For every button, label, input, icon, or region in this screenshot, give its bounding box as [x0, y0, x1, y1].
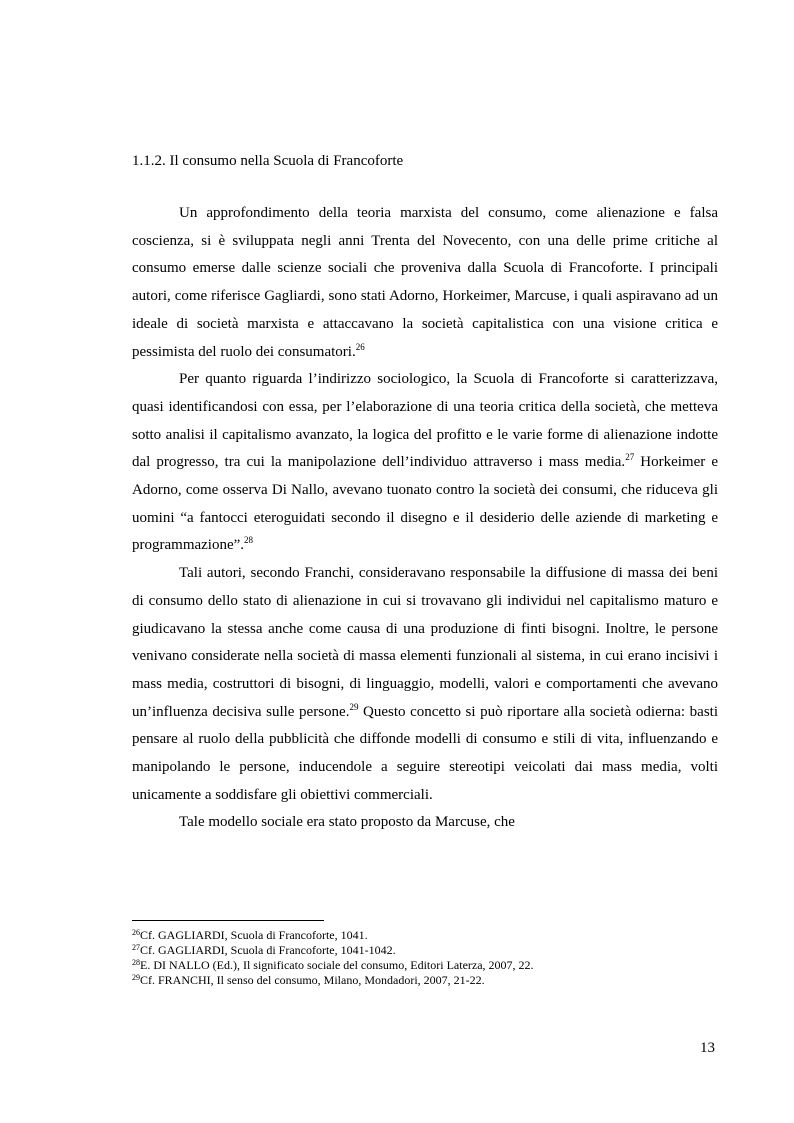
- footnote-number: 28: [132, 958, 140, 967]
- footnote-number: 27: [132, 943, 140, 952]
- footnote: [132, 958, 732, 973]
- footnote-text: E. DI NALLO (Ed.), Il significato sociale del consumo, Editori Laterza, 2007, 22.: [140, 958, 534, 972]
- paragraph: [132, 200, 718, 366]
- page-number: 13: [700, 1040, 715, 1056]
- footnote-number: 26: [132, 928, 140, 937]
- footnote-reference: 29: [349, 701, 359, 712]
- footnote-text: Cf. GAGLIARDI, Scuola di Francoforte, 1041.: [140, 928, 368, 942]
- footnote-reference: 26: [355, 341, 365, 352]
- paragraph: [132, 366, 718, 560]
- paragraph-text: Horkeimer e Adorno, come osserva Di Nallo, avevano tuonato contro la società dei consumi, che riduceva gli uomini “a fantocci eteroguidati secondo il disegno e il desiderio delle aziende di marketing e programmazione”.: [132, 454, 718, 554]
- footnote-number: 29: [132, 973, 140, 982]
- footnote: [132, 973, 732, 988]
- paragraph-text: Tali autori, secondo Franchi, consideravano responsabile la diffusione di massa dei beni di consumo dello stato di alienazione in cui si trovavano gli individui nel capitalismo maturo e giudicavano la stessa anche come causa di una produzione di finti bisogni. Inoltre, le persone venivano considerate nella società di massa elementi funzionali al sistema, in cui erano incisivi i mass media, costruttori di bisogni, di linguaggio, modelli, valori e comportamenti che avevano un’influenza decisiva sulle persone.: [132, 565, 718, 720]
- footnote-text: Cf. FRANCHI, Il senso del consumo, Milano, Mondadori, 2007, 21-22.: [140, 973, 485, 987]
- footnote: [132, 943, 732, 958]
- section-heading: 1.1.2. Il consumo nella Scuola di Francoforte: [132, 153, 404, 169]
- paragraph-text: Un approfondimento della teoria marxista del consumo, come alienazione e falsa coscienza, si è sviluppata negli anni Trenta del Novecento, con una delle prime critiche al consumo emerse dalle scienze sociali che proveniva dalla Scuola di Francoforte. I principali autori, come riferisce Gagliardi, sono stati Adorno, Horkeimer, Marcuse, i quali aspiravano ad un ideale di società marxista e attaccavano la società capitalistica con una visione critica e pessimista del ruolo dei consumatori.: [132, 205, 718, 360]
- footnotes: [132, 928, 732, 988]
- footnote-reference: 28: [244, 535, 254, 546]
- paragraph-text: Questo concetto si può riportare alla società odierna: basti pensare al ruolo della pubblicità che diffonde modelli di consumo e stili di vita, influenzando e manipolando le persone, inducendole a seguire stereotipi veicolati dai mass media, volti unicamente a soddisfare gli obiettivi commerciali.: [132, 703, 719, 803]
- footnote-separator: [132, 920, 324, 921]
- paragraph-text: Tale modello sociale era stato proposto da Marcuse, che: [179, 814, 515, 831]
- paragraph-text: Per quanto riguarda l’indirizzo sociologico, la Scuola di Francoforte si caratterizzava, quasi identificandosi con essa, per l’elaborazione di una teoria critica della società, che metteva sotto analisi il capitalismo avanzato, la logica del profitto e le varie forme di alienazione indotte dal progresso, tra cui la manipolazione dell’individuo attraverso i mass media.: [132, 371, 718, 471]
- paragraph: [132, 809, 718, 837]
- footnote: [132, 928, 732, 943]
- footnote-reference: 27: [625, 452, 635, 463]
- footnote-text: Cf. GAGLIARDI, Scuola di Francoforte, 1041-1042.: [140, 943, 396, 957]
- paragraph: [132, 560, 718, 809]
- body-text: [132, 200, 718, 837]
